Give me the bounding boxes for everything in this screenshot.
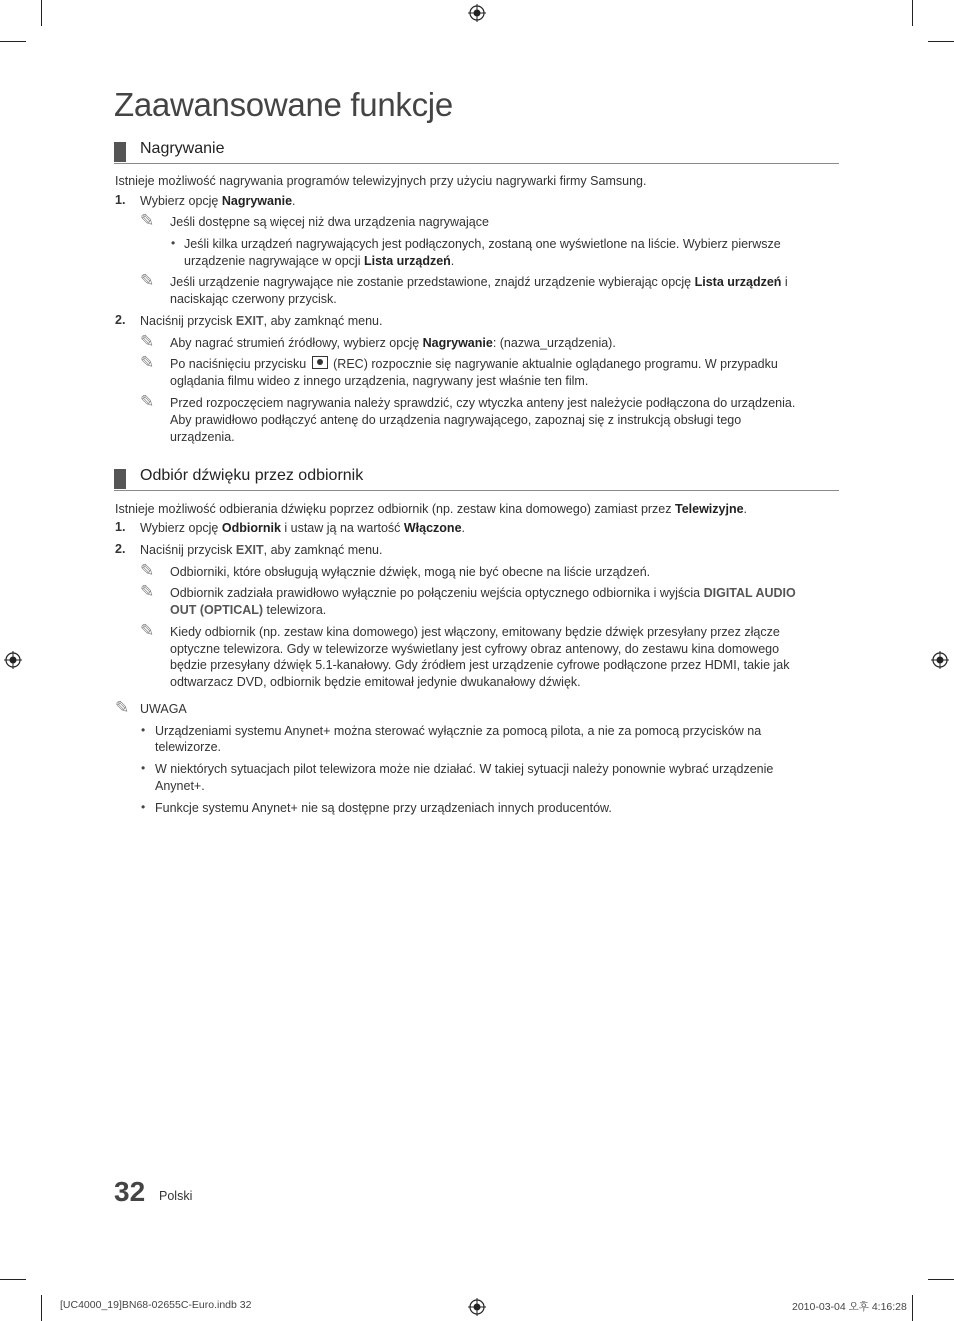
menu-option: Nagrywanie — [221, 194, 293, 208]
section-title: Odbiór dźwięku przez odbiornik — [140, 467, 364, 484]
note-text: Przed rozpoczęciem nagrywania należy sprawdzić, czy wtyczka anteny jest należycie podłączona do urządzenia. — [170, 396, 796, 410]
step-text — [140, 520, 465, 537]
print-info-right: 2010-03-04 오후 4:16:28 — [792, 1301, 907, 1313]
section-heading-recording — [114, 140, 839, 164]
bullet-icon: • — [141, 723, 146, 737]
note-text: naciskając czerwony przycisk. — [170, 292, 337, 306]
note-text: Odbiorniki, które obsługują wyłącznie dźwięk, mogą nie być obecne na liście urządzeń. — [170, 565, 651, 579]
step-text — [140, 193, 296, 210]
menu-option: Włączone — [403, 521, 462, 535]
bullet-icon: • — [141, 800, 146, 814]
note-text — [170, 335, 616, 352]
text: Wybierz opcję — [140, 521, 222, 535]
text: , aby zamknąć menu. — [263, 543, 383, 557]
step-number: 2. — [115, 313, 126, 327]
note-pencil-icon: ✎ — [140, 561, 155, 580]
record-button-icon — [312, 356, 328, 369]
note-text — [170, 585, 796, 602]
text: i — [781, 275, 788, 289]
crop-mark — [0, 41, 26, 42]
crop-mark — [928, 41, 954, 42]
step-number: 2. — [115, 542, 126, 556]
menu-option: Lista urządzeń — [694, 275, 782, 289]
bullet-text: Jeśli kilka urządzeń nagrywających jest podłączonych, zostaną one wyświetlone na liście. Wybierz pierwsze — [184, 237, 781, 251]
text: Naciśnij przycisk — [140, 543, 236, 557]
crop-mark — [41, 0, 42, 26]
crop-mark — [0, 1279, 26, 1280]
text: . — [450, 254, 455, 268]
section-marker — [114, 469, 126, 489]
crop-mark — [928, 1279, 954, 1280]
note-text — [170, 356, 778, 373]
text: . — [292, 194, 296, 208]
text: : (nazwa_urządzenia). — [492, 336, 616, 350]
port-name: OUT (OPTICAL) — [170, 603, 264, 617]
note-pencil-icon: ✎ — [140, 271, 155, 290]
step-text — [140, 542, 382, 559]
note-text: oglądania filmu wideo z innego urządzenia, nagrywany jest właśnie ten film. — [170, 374, 589, 388]
notes-label: UWAGA — [140, 702, 187, 716]
text: . — [743, 502, 748, 516]
note-pencil-icon: ✎ — [140, 392, 155, 411]
section-marker — [114, 142, 126, 162]
text: i ustaw ją na wartość — [280, 521, 404, 535]
note-text: urządzenia. — [170, 430, 235, 444]
crop-mark — [912, 1295, 913, 1321]
text: Po naciśnięciu przycisku — [170, 357, 307, 371]
intro-text: Istnieje możliwość nagrywania programów telewizyjnych przy użyciu nagrywarki firmy Samsung. — [115, 174, 647, 188]
port-name: DIGITAL AUDIO — [703, 586, 796, 600]
bullet-text: telewizorze. — [155, 740, 221, 754]
menu-option: Odbiornik — [221, 521, 281, 535]
step-text — [140, 313, 382, 330]
registration-mark-icon — [931, 651, 949, 669]
bullet-text — [184, 253, 454, 270]
note-text: optyczne telewizora. Gdy w telewizorze wyświetlany jest cyfrowy obraz antenowy, do zestawu kina domowego — [170, 642, 780, 656]
button-name: EXIT — [235, 314, 264, 328]
intro-text — [115, 501, 747, 518]
note-text: Kiedy odbiornik (np. zestaw kina domowego) jest włączony, emitowany będzie dźwięk przesyłany przez złącze — [170, 625, 780, 639]
crop-mark — [41, 1295, 42, 1321]
note-pencil-icon: ✎ — [140, 211, 155, 230]
print-info-left: [UC4000_19]BN68-02655C-Euro.indb 32 — [60, 1299, 252, 1311]
bullet-text: W niektórych sytuacjach pilot telewizora może nie działać. W takiej sytuacji należy ponownie wybrać urządzenie — [155, 762, 774, 776]
button-name: EXIT — [235, 543, 264, 557]
page-number: 32 — [114, 1176, 146, 1207]
menu-option: Telewizyjne — [675, 502, 744, 516]
text: telewizora. — [263, 603, 327, 617]
text: Jeśli urządzenie nagrywające nie zostanie przedstawione, znajdź urządzenie wybierając opcję — [170, 275, 695, 289]
text: Wybierz opcję — [140, 194, 222, 208]
text: urządzenie nagrywające w opcji — [184, 254, 364, 268]
note-text — [170, 274, 788, 291]
crop-mark — [912, 0, 913, 26]
note-pencil-icon: ✎ — [140, 353, 155, 372]
text: Odbiornik zadziała prawidłowo wyłącznie po połączeniu wejścia optycznego odbiornika i wyjścia — [170, 586, 704, 600]
registration-mark-icon — [4, 651, 22, 669]
section-title: Nagrywanie — [140, 140, 225, 157]
note-text: Aby prawidłowo podłączyć antenę do urządzenia nagrywającego, zapoznaj się z instrukcją obsługi tego — [170, 413, 742, 427]
bullet-text: Funkcje systemu Anynet+ nie są dostępne przy urządzeniach innych producentów. — [155, 801, 612, 815]
note-text: odtwarzacz DVD, odbiornik będzie emitował jedynie dwukanałowy dźwięk. — [170, 675, 581, 689]
text: Istnieje możliwość odbierania dźwięku poprzez odbiornik (np. zestaw kina domowego) zamiast przez — [115, 502, 675, 516]
text: , aby zamknąć menu. — [263, 314, 383, 328]
page-title: Zaawansowane funkcje — [114, 86, 453, 123]
note-pencil-icon: ✎ — [140, 332, 155, 351]
section-heading-receiver — [114, 467, 839, 491]
registration-mark-icon — [468, 4, 486, 22]
note-pencil-icon: ✎ — [115, 698, 130, 717]
menu-option: Nagrywanie — [422, 336, 493, 350]
registration-mark-icon — [468, 1298, 486, 1316]
step-number: 1. — [115, 520, 126, 534]
bullet-icon: • — [171, 236, 176, 250]
note-pencil-icon: ✎ — [140, 582, 155, 601]
bullet-text: Anynet+. — [155, 779, 205, 793]
text: Aby nagrać strumień źródłowy, wybierz opcję — [170, 336, 423, 350]
note-text: Jeśli dostępne są więcej niż dwa urządzenia nagrywające — [170, 215, 489, 229]
text: Naciśnij przycisk — [140, 314, 236, 328]
note-text — [170, 602, 326, 619]
text: (REC) rozpocznie się nagrywanie aktualnie oglądanego programu. W przypadku — [333, 357, 778, 371]
note-pencil-icon: ✎ — [140, 621, 155, 640]
bullet-text: Urządzeniami systemu Anynet+ można sterować wyłącznie za pomocą pilota, a nie za pomocą przycisków na — [155, 724, 762, 738]
step-number: 1. — [115, 193, 126, 207]
menu-option: Lista urządzeń — [363, 254, 451, 268]
page-language: Polski — [159, 1189, 193, 1203]
text: . — [461, 521, 466, 535]
note-text: będzie przesyłany dźwięk 5.1-kanałowy. Gdy źródłem jest urządzenie cyfrowe podłączone przez HDMI, takie jak — [170, 658, 790, 672]
bullet-icon: • — [141, 761, 146, 775]
